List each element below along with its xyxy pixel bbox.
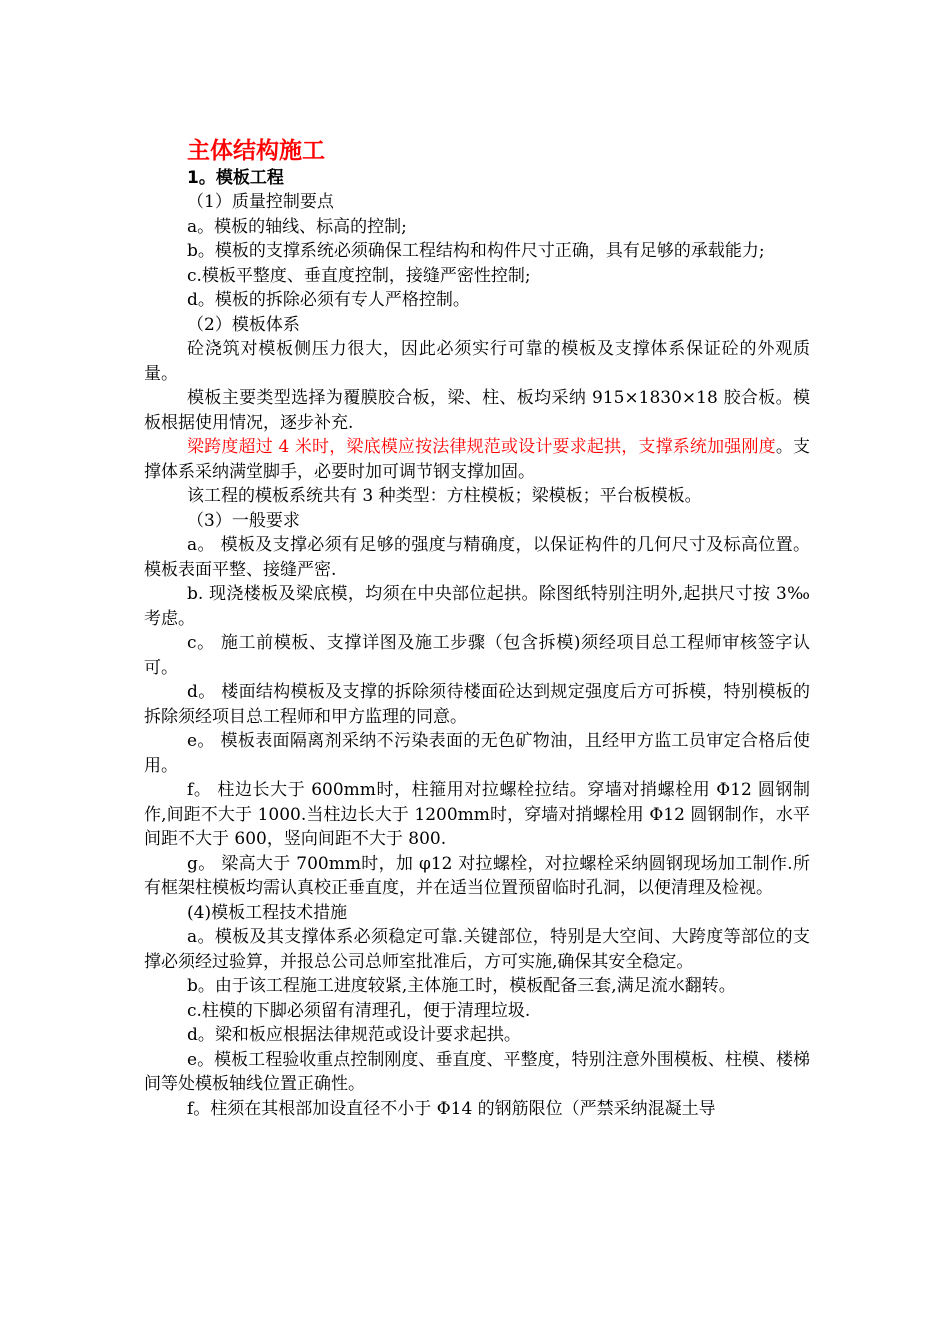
subheading-quality-control: （1）质量控制要点 (187, 192, 334, 212)
tech-item-e: e。模板工程验收重点控制刚度、垂直度、平整度，特别注意外围模板、柱模、楼梯间等处模板轴线位置正确性。 (144, 1049, 810, 1094)
system-paragraph-3 (144, 435, 810, 484)
tech-item-c: c.柱模的下脚必须留有清理孔，便于清理垃圾. (187, 1000, 531, 1021)
system-paragraph-2: 模板主要类型选择为覆膜胶合板，梁、柱、板均采纳 915×1830×18 胶合板。模板根据使用情况，逐步补充. (144, 388, 810, 433)
general-item-d: d。 楼面结构模板及支撑的拆除须待楼面砼达到规定强度后方可拆模，特别模板的拆除须经项目总工程师和甲方监理的同意。 (144, 682, 810, 727)
section-heading-formwork: 1。模板工程 (187, 168, 284, 188)
system-paragraph-3-rest: 。支撑体系采纳满堂脚手，必要时加可调节钢支撑加固。 (144, 437, 811, 482)
general-item-a: a。 模板及支撑必须有足够的强度与精确度，以保证构件的几何尺寸及标高位置。模板表面平整、接缝严密. (144, 535, 810, 580)
subheading-technical-measures: (4)模板工程技术措施 (187, 902, 348, 923)
quality-item-c: c.模板平整度、垂直度控制，接缝严密性控制; (187, 265, 531, 286)
general-item-g: g。 梁高大于 700mm时，加 φ12 对拉螺栓，对拉螺栓采纳圆钢现场加工制作.所有框架柱模板均需认真校正垂直度，并在适当位置预留临时孔洞，以便清理及检视。 (144, 853, 810, 898)
tech-item-a: a。模板及其支撑体系必须稳定可靠.关键部位，特别是大空间、大跨度等部位的支撑必须经过验算，并报总公司总师室批准后，方可实施,确保其安全稳定。 (144, 927, 810, 972)
quality-item-d: d。模板的拆除必须有专人严格控制。 (187, 290, 470, 310)
document-body (144, 136, 810, 1121)
subheading-formwork-system: （2）模板体系 (187, 314, 300, 335)
general-item-b: b. 现浇楼板及梁底模，均须在中央部位起拱。除图纸特别注明外,起拱尺寸按 3‰考虑。 (144, 584, 810, 629)
tech-item-b: b。由于该工程施工进度较紧,主体施工时，模板配备三套,满足流水翻转。 (187, 976, 736, 996)
quality-item-a: a。模板的轴线、标高的控制; (187, 216, 407, 237)
tech-item-f: f。柱须在其根部加设直径不小于 Φ14 的钢筋限位（严禁采纳混凝土导 (187, 1098, 716, 1119)
general-item-f: f。 柱边长大于 600mm时，柱箍用对拉螺栓拉结。穿墙对捎螺栓用 Φ12 圆钢制作,间距不大于 1000.当柱边长大于 1200mm时，穿墙对捎螺栓用 Φ12 圆钢制作，水平间距不大于 600，竖向间距不大于 800. (144, 780, 810, 849)
highlighted-requirement: 梁跨度超过 4 米时，梁底模应按法律规范或设计要求起拱，支撑系统加强刚度 (187, 437, 776, 457)
system-paragraph-4: 该工程的模板系统共有 3 种类型：方柱模板；梁模板；平台板模板。 (187, 486, 702, 506)
system-paragraph-1: 砼浇筑对模板侧压力很大，因此必须实行可靠的模板及支撑体系保证砼的外观质量。 (144, 339, 810, 384)
general-item-c: c。 施工前模板、支撑详图及施工步骤（包含拆模)须经项目总工程师审核签字认可。 (144, 633, 810, 678)
subheading-general-requirements: （3）一般要求 (187, 510, 300, 531)
quality-item-b: b。模板的支撑系统必须确保工程结构和构件尺寸正确，具有足够的承载能力; (187, 241, 765, 261)
tech-item-d: d。梁和板应根据法律规范或设计要求起拱。 (187, 1025, 521, 1045)
general-item-e: e。 模板表面隔离剂采纳不污染表面的无色矿物油，且经甲方监工员审定合格后使用。 (144, 731, 810, 776)
page-title: 主体结构施工 (187, 138, 325, 164)
